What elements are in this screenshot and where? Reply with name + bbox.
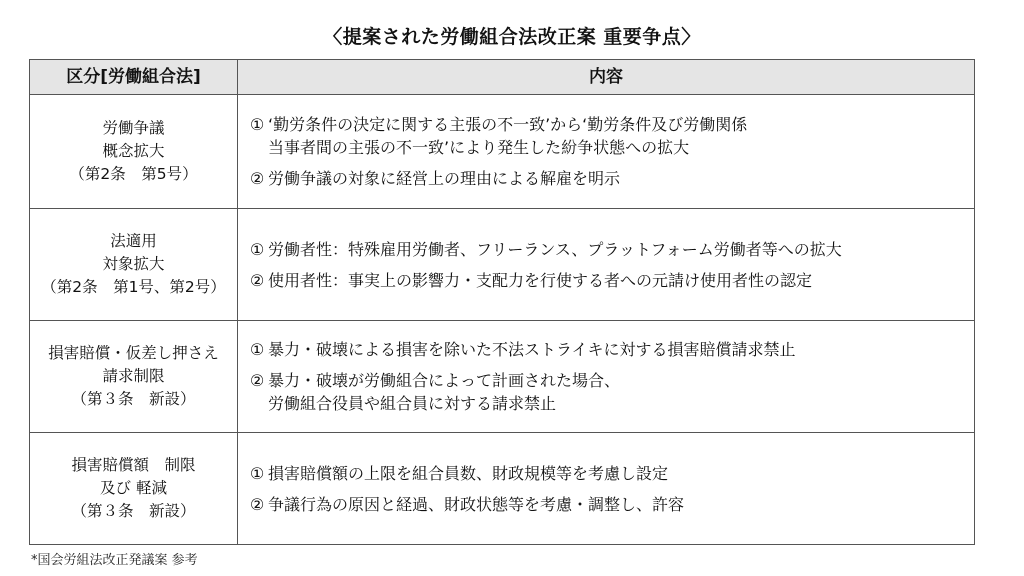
- content-item: [246, 338, 968, 361]
- category-line: （第３条 新設）: [71, 390, 196, 408]
- category-line: 損害賠償・仮差し押さえ: [48, 344, 219, 362]
- category-line: （第2条 第1号、第2号）: [41, 278, 226, 296]
- content-item: [246, 493, 968, 516]
- row-content: [246, 95, 968, 208]
- content-item: [246, 167, 968, 190]
- category-line: （第2条 第5号）: [69, 165, 198, 183]
- item-number: ①: [249, 115, 265, 134]
- row-category: [30, 209, 237, 320]
- row-content: [246, 209, 968, 320]
- table-header-row: [30, 60, 974, 95]
- content-item: [246, 269, 968, 292]
- content-item: [246, 113, 968, 159]
- content-item: [246, 462, 968, 485]
- item-number: ②: [249, 371, 265, 390]
- item-text: 労働組合役員や組合員に対する請求禁止: [268, 394, 557, 413]
- content-item: [246, 369, 968, 415]
- table-row: [30, 433, 974, 544]
- category-line: 労働争議: [102, 119, 165, 137]
- column-divider: [237, 60, 238, 544]
- page-title: 〈提案された労働組合法改正案 重要争点〉: [323, 26, 701, 48]
- content-item: [246, 238, 968, 261]
- category-line: 及び 軽減: [100, 479, 167, 497]
- header-category: 区分[労働組合法]: [66, 67, 201, 87]
- item-number: ②: [249, 494, 265, 514]
- item-text: 労働争議の対象に経営上の理由による解雇を明示: [268, 169, 621, 188]
- category-line: 請求制限: [102, 367, 165, 385]
- item-text: 損害賠償額の上限を組合員数、財政規模等を考慮し設定: [268, 463, 669, 483]
- item-text: 争議行為の原因と経過、財政状態等を考慮・調整し、許容: [268, 494, 685, 514]
- row-content: [246, 321, 968, 432]
- item-number: ①: [249, 340, 265, 359]
- item-number: ②: [249, 169, 265, 188]
- header-content: 内容: [589, 67, 623, 87]
- issues-table: [29, 59, 975, 545]
- category-line: 対象拡大: [102, 255, 165, 273]
- item-text: 暴力・破壊による損害を除いた不法ストライキに対する損害賠償請求禁止: [268, 340, 796, 359]
- category-line: 概念拡大: [102, 142, 165, 160]
- row-content: [246, 433, 968, 544]
- item-text: 暴力・破壊が労働組合によって計画された場合、: [268, 371, 621, 390]
- item-text: ‘勤労条件の決定に関する主張の不一致’から‘勤労条件及び労働関係: [268, 115, 748, 134]
- item-number: ①: [249, 463, 265, 483]
- row-category: [30, 433, 237, 544]
- category-line: （第３条 新設）: [71, 502, 196, 520]
- item-text: 使用者性：事実上の影響力・支配力を行使する者への元請け使用者性の認定: [268, 270, 813, 290]
- row-category: [30, 321, 237, 432]
- table-row: [30, 209, 974, 321]
- footnote: *国会労組法改正発議案 参考: [31, 553, 198, 568]
- category-line: 損害賠償額 制限: [71, 456, 196, 474]
- item-number: ①: [249, 239, 265, 259]
- item-text: 当事者間の主張の不一致’により発生した紛争状態への拡大: [268, 138, 690, 157]
- table-row: [30, 95, 974, 209]
- row-category: [30, 95, 237, 208]
- item-number: ②: [249, 270, 265, 290]
- table-row: [30, 321, 974, 433]
- category-line: 法適用: [110, 232, 157, 250]
- item-text: 労働者性：特殊雇用労働者、フリーランス、プラットフォーム労働者等への拡大: [268, 239, 842, 259]
